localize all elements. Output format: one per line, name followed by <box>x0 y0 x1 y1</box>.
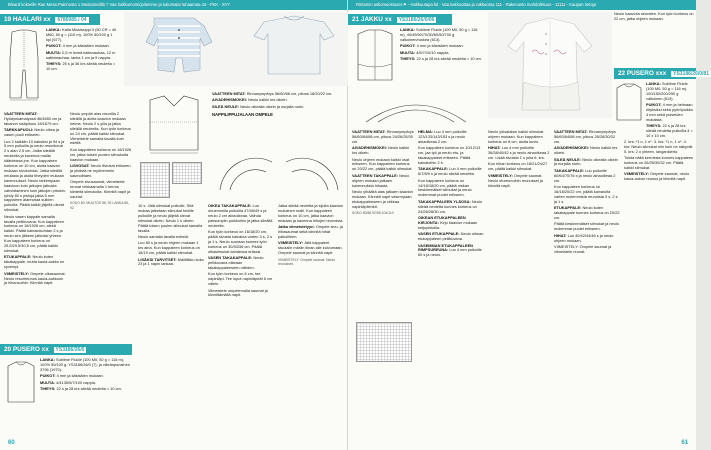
vaatteen-mitat-label: VAATTEEN MITAT: <box>4 111 38 116</box>
p20-puikot-text: 4 mm ja käsisälen mukaan. <box>56 373 104 379</box>
pattern-22-banner <box>614 68 709 79</box>
p22-hihat-label: HIHAT: <box>554 232 567 238</box>
top-schematic <box>140 92 210 158</box>
knit-chart-1 <box>140 162 170 198</box>
vasen-ek-text: Neulo oikean etukappaleen peilikuvana. <box>418 231 484 242</box>
tiheys-label: TIHEYS: <box>46 60 62 66</box>
p20-puikot-label: PUIKOT: <box>40 373 56 379</box>
col4-body2: Kun työn korkeus on 6 cm, tee napinläpi. Tee loput napinläpeät 6 cm välein. <box>208 271 273 287</box>
right-col-1 <box>352 130 414 440</box>
viim-label: VIIMEISTELY: <box>4 270 29 276</box>
r-col5-body2: Toista näitä kerroksia kunnes kappaleen korkeus on 26/28/30/32 cm. Päätä kaikki silmukat. <box>624 155 694 171</box>
lisa-text: Mallitilkku koko 23 ja 1 napin lankaa. <box>138 256 204 267</box>
jacket-schematic <box>352 28 398 84</box>
r-tk-text: Neulo ohjeen mukaan jatkaen kavennuksia hihasta. <box>352 172 410 188</box>
r-col1-body: Neulo ohjeen mukaan kaikki osat erikseen. Kun kappaleen korkeus on 20/22 cm, päätä kaikki silmukat. <box>352 156 413 172</box>
p22-mitat-text: Rinnanympärys 56/60/64/68 cm, pituus 26/28/30/32 cm. <box>554 129 616 144</box>
p19b-aina-label: AIVADEHISMOKEI: <box>212 97 247 103</box>
col2-p3: Ompele sivusaumat, viimeistele reunat virkkaamalla 1 kerros kiinteitä silmukoita. Kiinnitä napit ja nauhat. <box>70 179 131 199</box>
p20-lanka-label: LANKA: <box>40 357 55 362</box>
nappi-caption: NAPPILIPPUJALAAN OMPELE <box>212 111 273 117</box>
right-col-5 <box>624 140 694 440</box>
etukappale-label: ETUKAPPALE: <box>4 254 32 260</box>
pattern-19-specs <box>46 28 118 88</box>
tarkka-text: Neulo oikea ja vasen puoli erikseen. <box>4 127 60 138</box>
right-folio: 61 <box>681 440 688 446</box>
r-viim-text: Ompele saumat. Neulo etureunoihin reunukset ja kiinnitä napit. <box>488 172 543 188</box>
rimpsu-label: VASEMMAN ETUKAPPALEEN RIMPSUREUNA: <box>418 242 473 253</box>
p22-sileä-text: Neulo oikealla oikein ja nurjalla nurin. <box>554 156 618 167</box>
r-mitat-label: VAATTEEN MITAT: <box>352 129 386 134</box>
r-tk-label: VAATTEEN TAKAPPALE: <box>352 172 398 178</box>
pattern-19-banner <box>0 14 100 25</box>
p20-lanka-text: Sublime Fluide (100 M0, 50 g = 116 m), 100% 50/100 g. YS3186/26/0 (7), ja viileänpunainen 3796 (1970). <box>40 357 130 372</box>
col3-body2: Neulo samalla tavalla edestä. <box>138 233 189 239</box>
left-col-5 <box>278 204 344 440</box>
p22-aina-text: Neulo kaikki krs oikein. <box>554 145 618 156</box>
r-col3-body: Neulo ylösalaisin kaikki silmukat ohjeen mukaan. Kun kappaleen korkeus on 8 cm, aloita kuvio. <box>488 129 544 144</box>
embroidery-chart <box>356 322 412 362</box>
pattern-21-title: 21 JAKKU <box>352 16 383 23</box>
pattern-20-specs <box>40 358 132 432</box>
r-col1-footer: KOKO 80/86 92/98 104/110 <box>352 211 394 216</box>
jacket-photo <box>488 12 612 118</box>
pattern-21-code: YS3186/26/0/06 <box>398 17 435 23</box>
collar-schematic <box>356 92 476 128</box>
p19b-sileä-text: Neulo oikealla oikein ja nurjalla nurin. <box>240 103 305 109</box>
kaavio-label: LIIVIOSAT: <box>70 163 90 169</box>
pattern-20-banner <box>0 344 132 355</box>
right-page <box>348 0 709 450</box>
p21-lanka-text: Sublime Fluide (100 M0, 50 g = 116 m), 40/49/50/70/30/60/50/700 g valkoinen/ruskea (613). <box>400 27 478 42</box>
left-col-1 <box>4 112 66 382</box>
right-col-3 <box>488 130 550 440</box>
p19b-sileä-label: SILEÄ NEULE: <box>212 103 240 109</box>
r-col3-body2: Kun hihan korkeus on 18/21/24/27 cm, päätä kaikki silmukat. <box>488 161 548 172</box>
col3-body3: Luo 80 s ja neulo ohjeen mukaan 1 krs aina. Kun kappaleen korkeus on 18/19 cm, päätä kaikki silmukat. <box>138 240 200 256</box>
r-mitat-text: Rinnanympärys 56/60/64/68 cm, pituus 24/26/28/30 cm. <box>352 129 414 144</box>
p21-muuta-label: MUUTA: <box>400 49 416 55</box>
jatka-text: Ompele sivu- ja hihasaumat sekä kiinnitä hihat paikoilleen. <box>278 224 343 239</box>
right-col-2 <box>418 130 484 440</box>
pattern-20-code: YS3186/26/0 <box>55 347 85 353</box>
col1-p2: Neulo vasen kappale samalla tavalla peilikuvana. Kun kappaleen korkeus on 18/1926 cm, alekä kaikki. Päätä kainalokohdan 2 s ja neulo sen jälkeen jatkoksi yhteen. Kun kappaleen korkeus on 25,5/29,5/30,5 cm, päätä kaikki silmukat. <box>4 213 64 253</box>
p20-tiheys-label: TIHEYS: <box>40 386 56 392</box>
p22-aina-label: AIVADEHISMOKEI: <box>554 145 589 151</box>
p22-body: Kun kappaleen korkeus on 16/18/20/22 cm, päätä kainaloita varten molemmista reunoista 3 s, 2 s ja 1 s. <box>554 184 618 204</box>
left-col-2 <box>70 112 132 336</box>
p21-puikot-text: 4 mm ja käsisälen mukaan. <box>416 43 464 49</box>
p21-muuta-text: 4/5/7/10/10 nappia. <box>416 49 450 55</box>
pattern-22-title: 22 PUSERO <box>618 70 654 77</box>
pattern-22-specs <box>646 82 694 138</box>
pattern-19-title: 19 HAALARI <box>4 16 42 23</box>
romper-photo <box>124 12 348 86</box>
r-col5-rows: 2. krs: *1 o, 1 n*. 3. krs: *1 n, 1 o*. 4. krs: Neulo silmukat niin kuin ne näkyvät. 5. krs: 2 o yhteen, langankierto. <box>624 139 694 154</box>
helma-label: HELMA: <box>418 129 434 134</box>
r-aina-label: AIVADEHISMOKEI: <box>352 145 387 151</box>
rimpsu-text: Luo 4 mm puikoille 60 s ja neulo. <box>418 247 482 258</box>
p22-ek-label: ETUKAPPALE: <box>554 205 582 211</box>
right-col-4 <box>554 130 620 440</box>
sweater-schematic <box>4 360 38 406</box>
p22-tiheys-text: 22 s ja 28 krs sileää neuletta puikoilla 4 = 10 x 10 cm. <box>646 123 693 139</box>
rtop-body: Neulo kaaviota seuraten. Kun työn korkeus on 22 cm, jatka ohjeen mukaan. <box>614 11 694 21</box>
p22-tk-text: Luo puikoille 60/64/70/76 s ja neulo ainaoikeaa 2 cm. <box>554 167 616 183</box>
hihat-label: HIHAT: <box>488 145 501 151</box>
puikot-text: 4 mm ja käsisälen mukaan. <box>62 43 110 49</box>
p20-muuta-label: MUUTA: <box>40 379 56 385</box>
p22-tk-label: TAKAKAPPALE: <box>554 167 585 173</box>
ylaosa-label: TAKAKAPPALEEN YLÄOSA: <box>418 198 471 204</box>
pattern-22-stars: xxx <box>655 70 667 77</box>
p22-puikot-label: PUIKOT: <box>646 102 662 108</box>
pusero-schematic <box>614 82 644 124</box>
kirjonta-text: Kirjo kaavion mukaan ketjupistoilla. <box>418 219 478 230</box>
col2-p2: Kun kappaleen korkeus on 18/1926 cm, jatka toisen puolen silmukoita kaavion mukaan. <box>70 146 132 162</box>
vaatteen-mitat-text: Hyödynkamatyssä 46/4650 cm ja takanon sisäpituus 18/1679 cm. <box>4 115 62 126</box>
p19b-mitat-text: Rinnanympärys 56/60/66 cm, pituus 18/20/22 cm. <box>246 91 333 96</box>
left-running-head: Bleard kokoelle Rae Mesa Painnosta 1 Mustametillä ? Vaa hakkumomirjoilemme ja kalumalai tuhaamaa 44 - FKK - SYY <box>0 0 347 10</box>
p22-ek-text: Neulo kuten takakappale kunnes korkeus on 20/22 cm. <box>554 205 620 220</box>
muuta-text: 0,5 m leveä kaitanauhaa, 12 m satiininauhaa, lanka 1 cm ja 9 nappia. <box>46 49 116 60</box>
tiheys-text: 25 s ja 36 krs sileää neuletta = 10 cm. <box>46 60 116 71</box>
p22-puikot-text: 4 mm ja helmaan riityksiksi sekä pyöröpuikko 4 mm sekä puiseiden mukaista. <box>646 102 693 122</box>
col2-body: Neulo ympäri alas resorilla 2 sileällä ja aloita kaavion mukaan helma. Neulo 2 s ylös ja jatka sileällä neuleella. Kun työn korkeus on 24 cm, päätä kaikki silmukat. Viimeistele samalla tavalla kuin edellä. <box>70 111 131 146</box>
etukappale-text: Neulo kuten takakappale, mutta kaula-aukko on syvempi. <box>4 254 65 270</box>
p19b-mitat-label: VAATTEEN MITAT: <box>212 91 246 96</box>
p22-sileä-label: SILEÄ NEULE: <box>554 156 582 162</box>
viim2-text: Jätä kappaleet stuuialle märän liinan alle kuivumaan. Ompele saumat ja kiinnitä napit. <box>278 240 343 256</box>
kirjonta-label: OIKEAN ETUKAPPALEEN KIRJONTA: <box>418 215 466 225</box>
r-col2-body2: Kun kappaleen korkeus on 14/16/18/20 cm, päätä niskan keskimmäiset silmukat ja neulo molemmat puolet erikseen. <box>418 177 472 198</box>
col1-body: Luo 2 kaikkiin 10 kaksiksi ja 94 s ja 5 mm puikoilla ja neulo resorikeoä 2 s alan 2,5 cm. Jatka sileällä neuleella ja kavenna mailia käänteissa jne. Kun kappaleen korkeus on 10 cm, aloita kaavan mukaan sivukohdat. Jatka sileällä neulasta ja aloita tiheyden mukaan kavennukset. Neulo tarkempaan kaavioon kuin jalkojen jatkosta vahvistaminen kuin jatkojen pituisin, ryhdy 80 s pistoja jatka 5 mm kappaleen alareunaa sulkien puikolta. Päätä kaikki jäljellä olevat silmukat. <box>4 138 66 213</box>
oikea-tk-text: Luo ohuemmilla puikoilla 47/48/49 s ja neulo 2 cm ainaoikeaa. Vaihda paksumpiin puikkoihin ja jatka sileällä neuleella. <box>208 203 273 228</box>
p22-viim: VIIMEISTELY: Ompele saumat ja viimeistele reunat. <box>554 244 612 254</box>
right-running-head: Rintamin askomuostuset ⚑ - Hakkuutapa kit - Vaa kakkuottaa ja rakkuotoa 111 - Rakenusto mahdollisuus - 11111 - Kaupan tietoja <box>348 0 696 10</box>
vasen-ek-label: VASEN ETUKAPPALE: <box>418 231 460 237</box>
p22-tiheys-label: TIHEYS: <box>646 123 662 129</box>
p22-body2: Päätä keskimmäiset silmukat ja neulo molemmat puolet erikseen. <box>554 221 619 232</box>
left-page <box>0 0 348 450</box>
col5-body: Jatka sileää neuletta ja sijoita kaavion mukainen malli. Kun kappaleen korkeus on 10 cm, jatka kaavion mukaan ja kavenna hihojen reunoista. <box>278 203 344 223</box>
vasen-tk-label: VASEN TAKAKAPPALE: <box>208 255 253 261</box>
r-aina-text: Neulo kaikki krs oikein. <box>352 145 410 156</box>
viim2-label: VIIMEISTELY: <box>278 240 303 246</box>
r-viim-label: VIIMEISTELY: <box>488 172 513 178</box>
left-col-3-top <box>212 92 346 146</box>
p22-lanka-label: LANKA: <box>646 81 661 86</box>
hihat-text: Luo 4 mm puikoille 36/38/40/42 s ja neulo ainaoikeaa 2 cm. Lisää sivuista 1 s joka 6. krs. <box>488 145 550 161</box>
ylaosa-text: Neulo sileää neuletta kunnes korkeus on 24/26/28/30 cm. <box>418 198 483 214</box>
pattern-19-code: 6786985 / 04 <box>57 17 87 23</box>
r-col2-body: Kun kappaleen korkeus on 10/12/13 cm, jaa työ ja neulo etu- ja takakappaleet erikseen. Päätä kainaloihin 2 s. <box>418 145 481 165</box>
r-col1-body2: Neulo ylhäältä alas jatkaen kaavion mukaan. Kiinnitä napit vasempaan etukappaleeseen ja virkkaa napinläpilenkit. <box>352 188 413 209</box>
jacket-illustration <box>488 12 612 118</box>
oikea-tk-label: OIKEA TAKAKAPPALE: <box>208 203 252 208</box>
romper-illustration <box>124 12 348 86</box>
pattern-21-banner <box>348 14 452 25</box>
p21-lanka-label: LANKA: <box>400 27 415 32</box>
left-col-4 <box>208 204 274 440</box>
col5-footer: VIIMEISTELY: Ompele saumat. Neulo reunukset. <box>278 257 336 267</box>
p22-mitat-label: VAATTEEN MITAT: <box>554 129 588 134</box>
p20-muuta-text: 4/4135/5/7/100 nappia. <box>56 379 96 385</box>
col4-viim: Viimeistele ompelemalla saumat ja kiinnittämällä napit. <box>208 287 268 298</box>
lisa-label: LISÄKSI TARVITSET: <box>138 256 177 262</box>
jatka-label: Jatka viimeistelyyn: <box>278 224 315 230</box>
col4-body: Kun työn korkeus on 16/18/20 cm, päätä sivusta kainaloa varten 3 s, 2 s ja 1 s. Neulo suoraan kunnes työn korkeus on 30/33/36 cm. Päätä olkasilmukat kahdessa erässä. <box>208 229 273 254</box>
pattern-21-specs <box>400 28 484 74</box>
col2-footer: KOKO 80: MUUTOS 86, 92 LANKA 86, 92 <box>70 201 129 211</box>
col3-body: 10 s. Jätä silmukat puikolle. Sitä mukaa jatketaan silmukat toisille puikoille ja neulo jäljellä olevat silmukat oikein. Neulo 1 s oikein. Päätä toisen puolen silmukat samalla tavalla. <box>138 203 203 233</box>
p22-lanka-text: Sublime Fluide (100 M0, 50 g = 116 m), 100/150/200/250 g valkoinen (613). <box>646 81 688 101</box>
pattern-22-code: YS3186/26/0/81 <box>673 71 709 77</box>
pattern-19-stars: xx <box>43 16 51 23</box>
p21-puikot-label: PUIKOT: <box>400 43 416 49</box>
p21-tiheys-text: 22 s ja 28 krs sileää neuletta = 10 cm. <box>416 56 482 62</box>
puikot-label: PUIKOT: <box>46 43 62 49</box>
p21-tiheys-label: TIHEYS: <box>400 56 416 62</box>
r-takakappale-label: TAKAKAPPALE: <box>418 166 449 172</box>
kaavio-text: Neulo liiviosat erikseen ja yhdistä ne myöhemmin saumoittaen. <box>70 163 131 178</box>
yoke-diagram <box>212 150 346 196</box>
left-col-3 <box>138 204 204 440</box>
p22-hihat-text: Luo 40/42/44/46 s ja neulo ohjeen mukaan. <box>554 232 614 243</box>
helma-text: Luo 4 mm puikoille 123/133/143/153 s ja neulo ainaoikeaa 2 cm. <box>418 129 467 144</box>
lanka-text: Katia Mississippi 3 (50 CR = 40 M60, 50 g = (110 m), 100% 50/100 g 1 kpl (677). <box>46 27 117 42</box>
muuta-label: MUUTA: <box>46 49 62 55</box>
knit-chart-2 <box>172 162 202 184</box>
pattern-20-stars: xx <box>41 346 49 353</box>
r-col5-viim-label: VIIMEISTELY: <box>624 171 649 177</box>
r-takakappale-text: Luo 4 mm puikoille 6/7/8/9 s ja neulo sileää neuletta. <box>418 166 482 177</box>
pattern-21-stars: xx <box>384 16 392 23</box>
lanka-label: LANKA: <box>46 27 61 32</box>
left-folio: 60 <box>8 440 15 446</box>
viim-text: Ompele olkasaumat. Neulo resorireunus kaula-aukkoon ja hihansuihin. Kiinnitä napit. <box>4 270 66 286</box>
p20-tiheys-text: 22 s ja 28 krs sileää neuletta = 10 cm. <box>56 386 122 392</box>
pattern-20-title: 20 PUSERO <box>4 346 40 353</box>
vasen-tk-text: Neulo peilikuvana oikeaan takakappaleeseen nähden. <box>208 255 264 270</box>
p19b-aina-text: Neulo kaikki krs oikein. <box>248 97 288 103</box>
tarkka-label: TARKKAPUOLI: <box>4 127 34 133</box>
romper-schematic <box>4 28 44 108</box>
right-top-col <box>614 12 694 66</box>
r-col5-viim-text: Ompele saumat, neulo kaula-aukon reunus ja kiinnitä napit. <box>624 171 690 182</box>
